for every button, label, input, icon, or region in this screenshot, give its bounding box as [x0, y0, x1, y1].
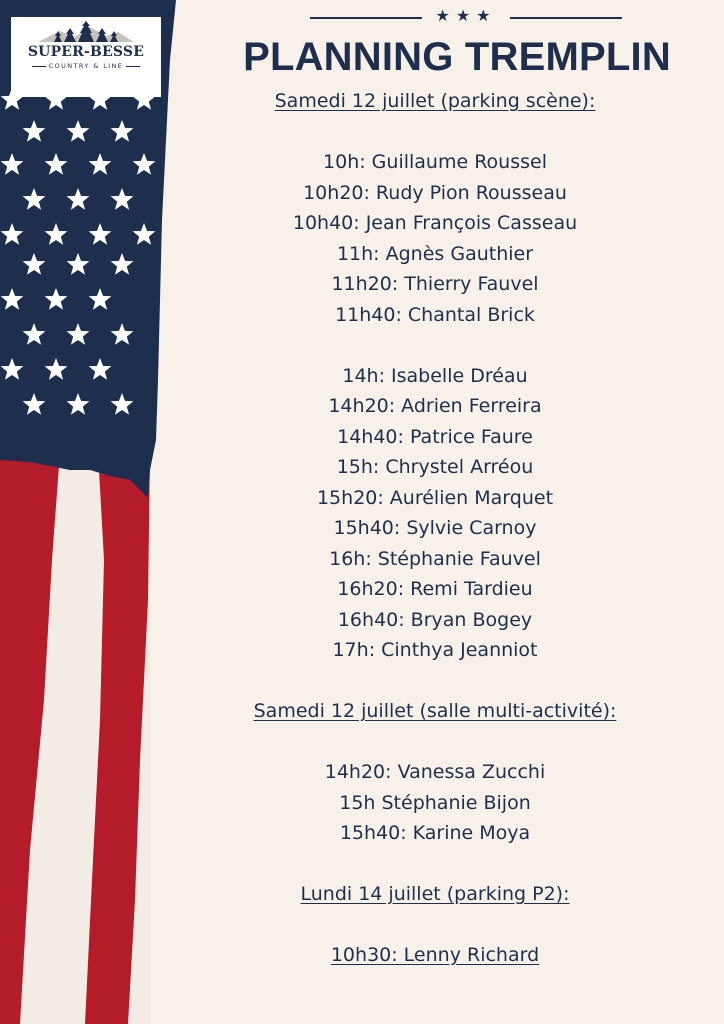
spacer — [190, 666, 680, 697]
spacer — [190, 849, 680, 880]
schedule-entry: 17h: Cinthya Jeanniot — [332, 639, 538, 661]
schedule-entry: 14h: Isabelle Dréau — [342, 364, 528, 387]
pine-trees-icon — [38, 21, 134, 43]
schedule-entry: 16h40: Bryan Bogey — [337, 608, 533, 631]
schedule-entry: 10h30: Lenny Richard — [330, 944, 540, 966]
spacer — [190, 910, 680, 941]
section-heading: Samedi 12 juillet (salle multi-activité): — [253, 700, 617, 722]
logo-title: SUPER-BESSE — [27, 44, 145, 60]
page-title: PLANNING TREMPLIN — [243, 35, 671, 79]
schedule-entry: 14h20: Vanessa Zucchi — [324, 761, 546, 783]
schedule-entry: 11h40: Chantal Brick — [335, 303, 535, 326]
schedule-entry: 15h40: Sylvie Carnoy — [333, 517, 537, 539]
schedule-entry: 10h40: Jean François Casseau — [292, 212, 578, 234]
schedule-entry: 10h: Guillaume Roussel — [323, 151, 547, 173]
schedule-entry: 16h: Stéphanie Fauvel — [329, 547, 541, 570]
schedule-entry: 15h20: Aurélien Marquet — [316, 486, 554, 509]
super-besse-logo — [11, 17, 161, 97]
schedule-entry: 14h20: Adrien Ferreira — [328, 395, 542, 417]
schedule-entry: 11h20: Thierry Fauvel — [331, 273, 539, 295]
schedule-entry: 15h40: Karine Moya — [339, 822, 531, 844]
star-icons: ★★★ — [435, 6, 497, 25]
section-heading: Samedi 12 juillet (parking scène): — [274, 90, 596, 112]
spacer — [190, 727, 680, 758]
american-flag-decoration — [0, 0, 190, 1024]
logo-subtitle: COUNTRY & LINE — [11, 62, 161, 71]
section-heading: Lundi 14 juillet (parking P2): — [300, 883, 570, 905]
schedule-entry: 16h20: Remi Tardieu — [337, 578, 533, 600]
title-ornament — [310, 6, 622, 25]
schedule-entry: 11h: Agnès Gauthier — [336, 242, 534, 265]
schedule-entry: 10h20: Rudy Pion Rousseau — [303, 181, 567, 204]
schedule-entry: 15h: Chrystel Arréou — [336, 456, 534, 478]
spacer — [190, 330, 680, 361]
schedule-entry: 14h40: Patrice Faure — [337, 425, 533, 448]
schedule — [190, 86, 680, 971]
schedule-entry: 15h Stéphanie Bijon — [339, 791, 531, 814]
spacer — [190, 117, 680, 148]
